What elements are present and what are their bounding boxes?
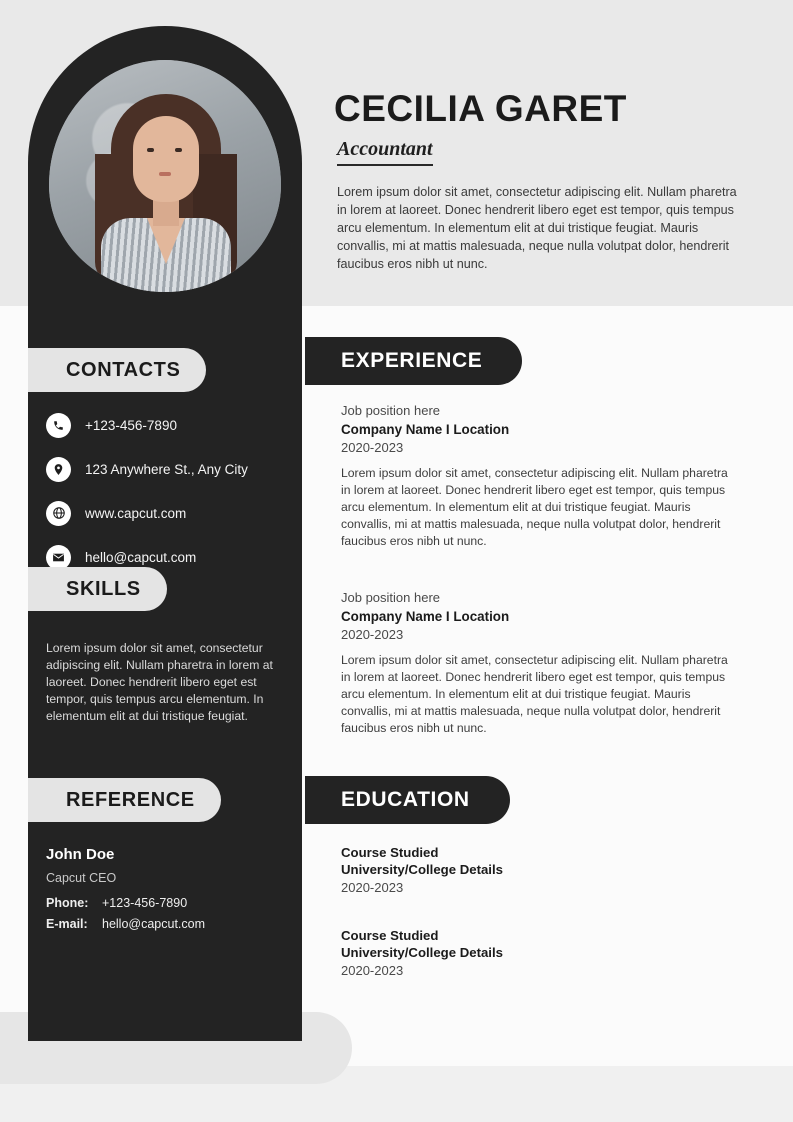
education-dates: 2020-2023 — [341, 880, 404, 895]
contact-email-value: hello@capcut.com — [85, 549, 197, 565]
education-dates: 2020-2023 — [341, 963, 404, 978]
reference-phone-value: +123-456-7890 — [102, 896, 188, 910]
photo-eye-right — [175, 148, 182, 152]
envelope-icon — [46, 545, 71, 570]
section-header-skills-label: SKILLS — [66, 577, 141, 600]
experience-dates: 2020-2023 — [341, 440, 404, 455]
experience-position: Job position here — [341, 590, 441, 605]
section-header-contacts — [28, 348, 206, 392]
contact-list — [46, 408, 296, 584]
education-course: Course Studied — [341, 928, 439, 943]
reference-email-row — [46, 917, 205, 931]
profile-photo — [49, 60, 281, 292]
avatar — [49, 60, 281, 292]
reference-name: John Doe — [46, 846, 115, 863]
education-entry — [341, 928, 733, 978]
job-title: Accountant — [337, 138, 433, 166]
contact-row-address[interactable] — [46, 452, 296, 486]
phone-icon — [46, 413, 71, 438]
reference-email-value: hello@capcut.com — [102, 917, 206, 931]
section-header-contacts-label: CONTACTS — [66, 358, 181, 381]
experience-description: Lorem ipsum dolor sit amet, consectetur adipiscing elit. Nullam pharetra in lorem at laoreet. Donec hendrerit libero eget est tempor, quis tempus arcu elementum. In elementum elit at dui tristique feugiat. Mauris convallis, mi at mattis malesuada, neque nulla volutpat dolor, hendrerit faucibus eros nibh ut nunc. — [341, 466, 728, 548]
location-pin-icon — [46, 457, 71, 482]
profile-summary: Lorem ipsum dolor sit amet, consectetur adipiscing elit. Nullam pharetra in lorem at laoreet. Donec hendrerit libero eget est tempor, quis tempus arcu elementum. In elementum elit at dui tristique feugiat. Mauris convallis, mi at mattis malesuada, neque nulla volutpat dolor, hendrerit faucibus eros nibh ut nunc. — [337, 185, 737, 271]
reference-phone-label: Phone: — [46, 896, 89, 910]
experience-entry — [341, 403, 733, 550]
experience-company: Company Name I Location — [341, 422, 510, 437]
reference-title: Capcut CEO — [46, 871, 117, 885]
education-school: University/College Details — [341, 945, 503, 960]
photo-eye-left — [147, 148, 154, 152]
skills-text: Lorem ipsum dolor sit amet, consectetur adipiscing elit. Nullam pharetra in lorem at laoreet. Donec hendrerit libero eget est tempor, quis tempus arcu elementum. In elementum elit at dui tristique feugiat. — [46, 641, 273, 723]
experience-description: Lorem ipsum dolor sit amet, consectetur adipiscing elit. Nullam pharetra in lorem at laoreet. Donec hendrerit libero eget est tempor, quis tempus arcu elementum. In elementum elit at dui tristique feugiat. Mauris convallis, mi at mattis malesuada, neque nulla volutpat dolor, hendrerit faucibus eros nibh ut nunc. — [341, 653, 728, 735]
section-header-reference — [28, 778, 221, 822]
contact-row-phone[interactable] — [46, 408, 296, 442]
reference-email-label: E-mail: — [46, 917, 88, 931]
experience-dates: 2020-2023 — [341, 627, 404, 642]
contact-phone-value: +123-456-7890 — [85, 417, 177, 433]
education-course: Course Studied — [341, 845, 439, 860]
photo-mouth — [159, 172, 171, 176]
experience-entry — [341, 590, 733, 737]
experience-position: Job position here — [341, 403, 441, 418]
contact-row-website[interactable] — [46, 496, 296, 530]
contact-address-value: 123 Anywhere St., Any City — [85, 461, 248, 477]
contact-website-value: www.capcut.com — [85, 505, 187, 521]
photo-face — [133, 116, 199, 202]
section-header-reference-label: REFERENCE — [66, 788, 195, 811]
globe-icon — [46, 501, 71, 526]
photo-shirt — [101, 218, 231, 292]
section-header-experience — [305, 337, 522, 385]
experience-company: Company Name I Location — [341, 609, 510, 624]
section-header-skills — [28, 567, 167, 611]
section-header-education — [305, 776, 510, 824]
reference-phone-row — [46, 896, 187, 910]
section-header-experience-label: EXPERIENCE — [341, 349, 483, 372]
education-school: University/College Details — [341, 862, 503, 877]
education-entry — [341, 845, 733, 895]
page-title: CECILIA GARET — [334, 88, 627, 129]
section-header-education-label: EDUCATION — [341, 788, 470, 811]
